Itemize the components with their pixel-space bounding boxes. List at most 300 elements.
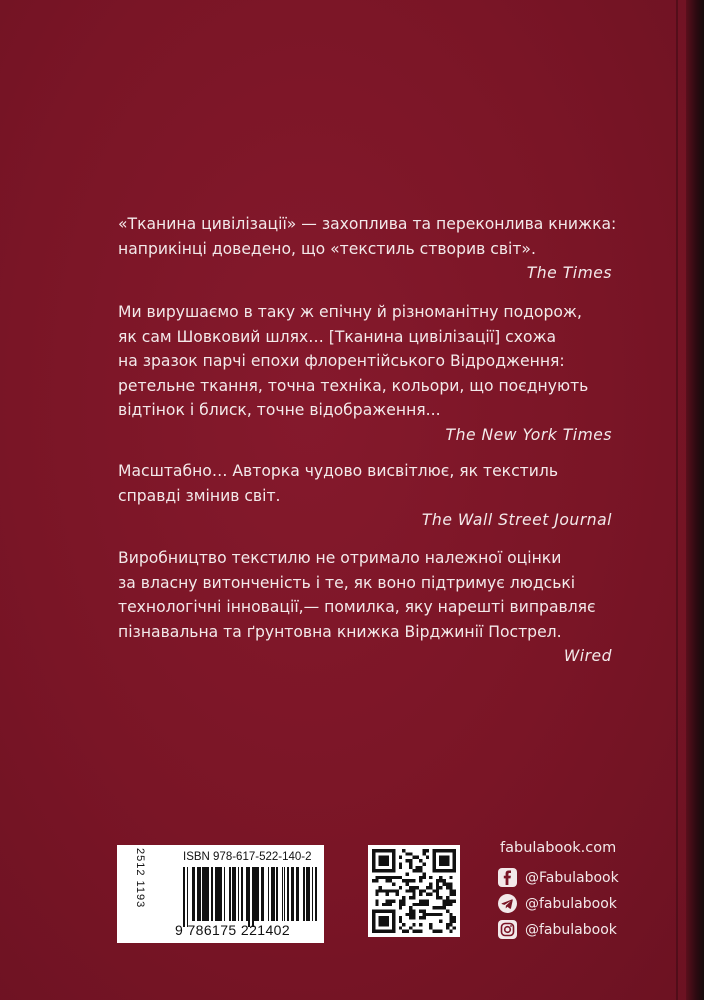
qr-module bbox=[382, 923, 385, 926]
qr-module bbox=[432, 913, 435, 916]
qr-module bbox=[392, 862, 395, 865]
qr-code bbox=[368, 845, 460, 937]
qr-module bbox=[392, 889, 395, 892]
qr-module bbox=[379, 923, 382, 926]
qr-module bbox=[382, 930, 385, 933]
quote-line: справді змінив світ. bbox=[118, 486, 281, 505]
qr-module bbox=[409, 926, 412, 929]
qr-module bbox=[439, 886, 442, 889]
qr-module bbox=[385, 893, 388, 896]
barcode-bars bbox=[183, 867, 317, 921]
qr-module bbox=[409, 906, 412, 909]
qr-module bbox=[443, 879, 446, 882]
qr-module bbox=[446, 899, 449, 902]
qr-module bbox=[379, 876, 382, 879]
barcode-bar bbox=[238, 867, 240, 921]
qr-module bbox=[419, 923, 422, 926]
qr-module bbox=[385, 899, 388, 902]
qr-module bbox=[392, 883, 395, 886]
qr-module bbox=[389, 889, 392, 892]
qr-module bbox=[449, 930, 452, 933]
qr-module bbox=[412, 930, 415, 933]
barcode-bar bbox=[194, 867, 196, 921]
barcode-bar bbox=[312, 867, 314, 921]
qr-module bbox=[399, 906, 402, 909]
qr-module bbox=[446, 862, 449, 865]
qr-module bbox=[372, 852, 375, 855]
qr-module bbox=[379, 889, 382, 892]
qr-module bbox=[432, 859, 435, 862]
qr-module bbox=[412, 903, 415, 906]
qr-module bbox=[402, 899, 405, 902]
qr-module bbox=[402, 879, 405, 882]
qr-module bbox=[389, 903, 392, 906]
qr-module bbox=[372, 866, 375, 869]
qr-module bbox=[379, 909, 382, 912]
qr-module bbox=[436, 893, 439, 896]
qr-module bbox=[412, 896, 415, 899]
quote-source: Wired bbox=[563, 647, 612, 665]
barcode-bar bbox=[229, 867, 231, 921]
qr-module bbox=[429, 923, 432, 926]
qr-module bbox=[453, 852, 456, 855]
quote-line: пізнавальна та ґрунтовна книжка Вірджинії Пострел. bbox=[118, 622, 562, 641]
qr-module bbox=[409, 896, 412, 899]
qr-module bbox=[392, 899, 395, 902]
qr-module bbox=[449, 869, 452, 872]
qr-module bbox=[453, 869, 456, 872]
qr-module bbox=[375, 876, 378, 879]
qr-module bbox=[409, 879, 412, 882]
qr-module bbox=[453, 899, 456, 902]
qr-module bbox=[449, 903, 452, 906]
quote-wall-street-journal bbox=[118, 459, 612, 533]
qr-module bbox=[372, 862, 375, 865]
qr-module bbox=[436, 883, 439, 886]
quote-line: технологічні інновації,— помилка, яку нарешті виправляє bbox=[118, 598, 596, 616]
barcode-bar bbox=[315, 867, 317, 921]
qr-module bbox=[453, 856, 456, 859]
barcode-bar bbox=[308, 867, 310, 921]
quote-line: як сам Шовковий шлях… [Тканина цивілізації] схожа bbox=[118, 327, 557, 346]
qr-module bbox=[439, 913, 442, 916]
qr-module bbox=[382, 920, 385, 923]
isbn-label: ISBN 978-617-522-140-2 bbox=[183, 851, 312, 863]
qr-module bbox=[432, 866, 435, 869]
qr-module bbox=[443, 849, 446, 852]
qr-module bbox=[446, 903, 449, 906]
barcode-bar bbox=[292, 867, 294, 921]
qr-module bbox=[446, 926, 449, 929]
qr-module bbox=[385, 916, 388, 919]
qr-module bbox=[436, 879, 439, 882]
qr-module bbox=[449, 883, 452, 886]
qr-module bbox=[372, 909, 375, 912]
qr-module bbox=[432, 849, 435, 852]
qr-module bbox=[409, 889, 412, 892]
social-handle: @Fabulabook bbox=[525, 869, 619, 886]
qr-module bbox=[436, 930, 439, 933]
qr-module bbox=[412, 909, 415, 912]
qr-module bbox=[426, 849, 429, 852]
social-handle: @fabulabook bbox=[525, 895, 617, 912]
qr-module bbox=[406, 930, 409, 933]
qr-module bbox=[385, 856, 388, 859]
qr-module bbox=[432, 889, 435, 892]
qr-module bbox=[392, 923, 395, 926]
qr-module bbox=[382, 859, 385, 862]
qr-module bbox=[372, 923, 375, 926]
qr-module bbox=[402, 849, 405, 852]
qr-module bbox=[382, 862, 385, 865]
barcode-bar bbox=[211, 867, 213, 921]
qr-module bbox=[389, 869, 392, 872]
barcode-bar bbox=[208, 867, 210, 921]
qr-module bbox=[422, 862, 425, 865]
qr-module bbox=[382, 869, 385, 872]
qr-module bbox=[453, 889, 456, 892]
qr-module bbox=[389, 876, 392, 879]
qr-module bbox=[399, 903, 402, 906]
barcode-bar bbox=[199, 867, 201, 921]
qr-module bbox=[392, 866, 395, 869]
qr-module bbox=[392, 916, 395, 919]
quote-source: The Times bbox=[526, 264, 612, 282]
qr-module bbox=[439, 906, 442, 909]
quote-source: The Wall Street Journal bbox=[421, 511, 612, 529]
telegram-icon bbox=[498, 894, 517, 913]
qr-module bbox=[429, 886, 432, 889]
qr-module bbox=[399, 926, 402, 929]
qr-module bbox=[385, 923, 388, 926]
qr-module bbox=[396, 876, 399, 879]
barcode-side-code: 2512 1193 bbox=[134, 848, 146, 909]
qr-module bbox=[429, 926, 432, 929]
qr-module bbox=[439, 930, 442, 933]
qr-module bbox=[399, 899, 402, 902]
barcode-bar bbox=[268, 867, 270, 921]
qr-module bbox=[375, 869, 378, 872]
qr-module bbox=[385, 862, 388, 865]
qr-module bbox=[372, 849, 375, 852]
qr-module bbox=[429, 913, 432, 916]
qr-module bbox=[382, 909, 385, 912]
qr-module bbox=[382, 916, 385, 919]
qr-module bbox=[422, 873, 425, 876]
qr-module bbox=[422, 876, 425, 879]
qr-module bbox=[422, 852, 425, 855]
qr-module bbox=[375, 889, 378, 892]
qr-module bbox=[402, 896, 405, 899]
qr-module bbox=[426, 856, 429, 859]
qr-module bbox=[379, 856, 382, 859]
qr-module bbox=[419, 893, 422, 896]
qr-module bbox=[409, 852, 412, 855]
quote-line: Виробництво текстилю не отримало належної оцінки bbox=[118, 549, 562, 567]
cover-crease bbox=[676, 0, 678, 1000]
barcode-digits: 9 786175 221402 bbox=[175, 922, 290, 938]
book-edge bbox=[686, 0, 704, 1000]
qr-module bbox=[436, 849, 439, 852]
qr-module bbox=[436, 886, 439, 889]
qr-module bbox=[439, 869, 442, 872]
qr-module bbox=[453, 893, 456, 896]
quote-line: наприкінці доведено, що «текстиль створив світ». bbox=[118, 239, 536, 258]
social-instagram[interactable] bbox=[498, 917, 619, 942]
qr-module bbox=[439, 876, 442, 879]
qr-module bbox=[379, 859, 382, 862]
qr-module bbox=[412, 923, 415, 926]
qr-module bbox=[406, 879, 409, 882]
qr-module bbox=[399, 876, 402, 879]
qr-module bbox=[443, 883, 446, 886]
qr-module bbox=[385, 889, 388, 892]
quote-line: на зразок парчі епохи флорентійського Відродження: bbox=[118, 352, 565, 370]
qr-module bbox=[382, 876, 385, 879]
qr-module bbox=[389, 849, 392, 852]
qr-module bbox=[399, 920, 402, 923]
website-link[interactable]: fabulabook.com bbox=[500, 840, 617, 856]
qr-module bbox=[443, 869, 446, 872]
qr-module bbox=[449, 849, 452, 852]
qr-module bbox=[379, 849, 382, 852]
qr-module bbox=[406, 913, 409, 916]
qr-module bbox=[372, 859, 375, 862]
qr-module bbox=[443, 903, 446, 906]
qr-module bbox=[409, 909, 412, 912]
barcode-bar bbox=[303, 867, 305, 921]
qr-module bbox=[406, 852, 409, 855]
qr-module bbox=[379, 916, 382, 919]
qr-module bbox=[389, 909, 392, 912]
barcode-bar bbox=[241, 867, 243, 921]
qr-module bbox=[406, 883, 409, 886]
qr-module bbox=[385, 849, 388, 852]
qr-module bbox=[449, 876, 452, 879]
qr-module bbox=[406, 873, 409, 876]
qr-module bbox=[412, 889, 415, 892]
qr-module bbox=[392, 849, 395, 852]
qr-module bbox=[392, 913, 395, 916]
qr-module bbox=[372, 869, 375, 872]
qr-module bbox=[385, 903, 388, 906]
quote-wired bbox=[118, 546, 612, 669]
qr-module bbox=[392, 926, 395, 929]
qr-module bbox=[372, 926, 375, 929]
quote-new-york-times bbox=[118, 300, 612, 447]
qr-module bbox=[379, 920, 382, 923]
qr-module bbox=[416, 930, 419, 933]
qr-module bbox=[399, 886, 402, 889]
qr-module bbox=[439, 862, 442, 865]
qr-module bbox=[443, 906, 446, 909]
qr-module bbox=[443, 862, 446, 865]
qr-module bbox=[419, 930, 422, 933]
qr-module bbox=[446, 883, 449, 886]
qr-module bbox=[453, 862, 456, 865]
qr-module bbox=[422, 889, 425, 892]
quote-line: «Тканина цивілізації» — захоплива та переконлива книжка: bbox=[118, 215, 617, 233]
qr-module bbox=[432, 852, 435, 855]
qr-module bbox=[409, 866, 412, 869]
facebook-icon bbox=[498, 868, 517, 887]
barcode-bar bbox=[183, 867, 185, 927]
qr-module bbox=[412, 913, 415, 916]
qr-module bbox=[392, 856, 395, 859]
qr-module bbox=[432, 930, 435, 933]
qr-module bbox=[416, 886, 419, 889]
qr-module bbox=[382, 849, 385, 852]
qr-module bbox=[409, 859, 412, 862]
barcode-bar bbox=[234, 867, 236, 921]
quote-times bbox=[118, 212, 617, 286]
qr-module bbox=[392, 859, 395, 862]
qr-module bbox=[399, 866, 402, 869]
qr-module bbox=[453, 920, 456, 923]
qr-module bbox=[375, 899, 378, 902]
qr-module bbox=[439, 859, 442, 862]
qr-module bbox=[439, 856, 442, 859]
qr-module bbox=[416, 866, 419, 869]
qr-module bbox=[439, 896, 442, 899]
qr-module bbox=[375, 849, 378, 852]
qr-module bbox=[419, 869, 422, 872]
qr-module bbox=[372, 920, 375, 923]
qr-module bbox=[399, 916, 402, 919]
barcode-bar bbox=[284, 867, 286, 921]
qr-module bbox=[382, 903, 385, 906]
qr-module bbox=[439, 920, 442, 923]
qr-module bbox=[436, 906, 439, 909]
qr-module bbox=[385, 930, 388, 933]
qr-module bbox=[422, 909, 425, 912]
qr-module bbox=[453, 926, 456, 929]
qr-module bbox=[419, 909, 422, 912]
qr-module bbox=[439, 879, 442, 882]
qr-module bbox=[443, 856, 446, 859]
barcode-bar bbox=[248, 867, 250, 927]
qr-module bbox=[412, 916, 415, 919]
qr-module bbox=[446, 909, 449, 912]
qr-module bbox=[406, 859, 409, 862]
qr-module bbox=[432, 862, 435, 865]
qr-module bbox=[446, 886, 449, 889]
qr-module bbox=[426, 886, 429, 889]
qr-module bbox=[453, 849, 456, 852]
quote-line: за власну витонченість і те, як воно підтримує людські bbox=[118, 573, 576, 592]
qr-module bbox=[389, 930, 392, 933]
qr-module bbox=[392, 930, 395, 933]
quote-line: відтінок і блиск, точне відображення... bbox=[118, 401, 441, 419]
qr-module bbox=[375, 903, 378, 906]
qr-module bbox=[449, 893, 452, 896]
qr-module bbox=[446, 856, 449, 859]
qr-module bbox=[453, 866, 456, 869]
qr-module bbox=[409, 916, 412, 919]
qr-module bbox=[409, 913, 412, 916]
qr-module bbox=[375, 879, 378, 882]
qr-module bbox=[379, 886, 382, 889]
qr-module bbox=[426, 913, 429, 916]
barcode-bar bbox=[276, 867, 278, 921]
qr-module bbox=[372, 879, 375, 882]
qr-module bbox=[446, 923, 449, 926]
barcode-bar bbox=[287, 867, 289, 921]
qr-module bbox=[416, 869, 419, 872]
qr-module bbox=[385, 859, 388, 862]
qr-module bbox=[392, 920, 395, 923]
qr-module bbox=[385, 876, 388, 879]
qr-module bbox=[392, 909, 395, 912]
social-telegram[interactable] bbox=[498, 891, 619, 916]
barcode-bar bbox=[224, 867, 226, 921]
qr-module bbox=[436, 889, 439, 892]
qr-module bbox=[385, 879, 388, 882]
quote-line: Ми вирушаємо в таку ж епічну й різноманітну подорож, bbox=[118, 303, 582, 321]
qr-module bbox=[449, 913, 452, 916]
publisher-contacts bbox=[498, 840, 619, 943]
qr-module bbox=[429, 893, 432, 896]
qr-module bbox=[432, 869, 435, 872]
qr-module bbox=[436, 913, 439, 916]
qr-module bbox=[375, 930, 378, 933]
qr-module bbox=[419, 876, 422, 879]
quote-line: Масштабно… Авторка чудово висвітлює, як текстиль bbox=[118, 462, 559, 480]
qr-module bbox=[449, 916, 452, 919]
qr-module bbox=[375, 893, 378, 896]
qr-module bbox=[409, 862, 412, 865]
qr-module bbox=[392, 869, 395, 872]
qr-module bbox=[396, 889, 399, 892]
qr-module bbox=[449, 886, 452, 889]
qr-module bbox=[416, 903, 419, 906]
qr-module bbox=[379, 862, 382, 865]
qr-module bbox=[449, 923, 452, 926]
qr-module bbox=[396, 893, 399, 896]
qr-module bbox=[375, 909, 378, 912]
qr-module bbox=[422, 903, 425, 906]
qr-module bbox=[449, 920, 452, 923]
qr-module bbox=[426, 903, 429, 906]
qr-module bbox=[409, 886, 412, 889]
qr-module bbox=[389, 879, 392, 882]
qr-module bbox=[443, 859, 446, 862]
qr-module bbox=[419, 859, 422, 862]
qr-module bbox=[372, 856, 375, 859]
barcode-bar bbox=[273, 867, 275, 921]
qr-module bbox=[416, 856, 419, 859]
qr-module bbox=[385, 920, 388, 923]
qr-module bbox=[389, 899, 392, 902]
qr-module bbox=[429, 883, 432, 886]
qr-module bbox=[453, 916, 456, 919]
qr-module bbox=[446, 896, 449, 899]
qr-module bbox=[422, 899, 425, 902]
qr-module bbox=[402, 903, 405, 906]
qr-module bbox=[422, 916, 425, 919]
qr-module bbox=[412, 893, 415, 896]
barcode-bar bbox=[187, 867, 189, 927]
qr-module bbox=[439, 849, 442, 852]
qr-module bbox=[426, 899, 429, 902]
qr-module bbox=[422, 913, 425, 916]
qr-module bbox=[412, 869, 415, 872]
qr-module bbox=[379, 930, 382, 933]
qr-module bbox=[399, 856, 402, 859]
social-facebook[interactable] bbox=[498, 865, 619, 890]
qr-module bbox=[453, 859, 456, 862]
qr-module bbox=[436, 869, 439, 872]
